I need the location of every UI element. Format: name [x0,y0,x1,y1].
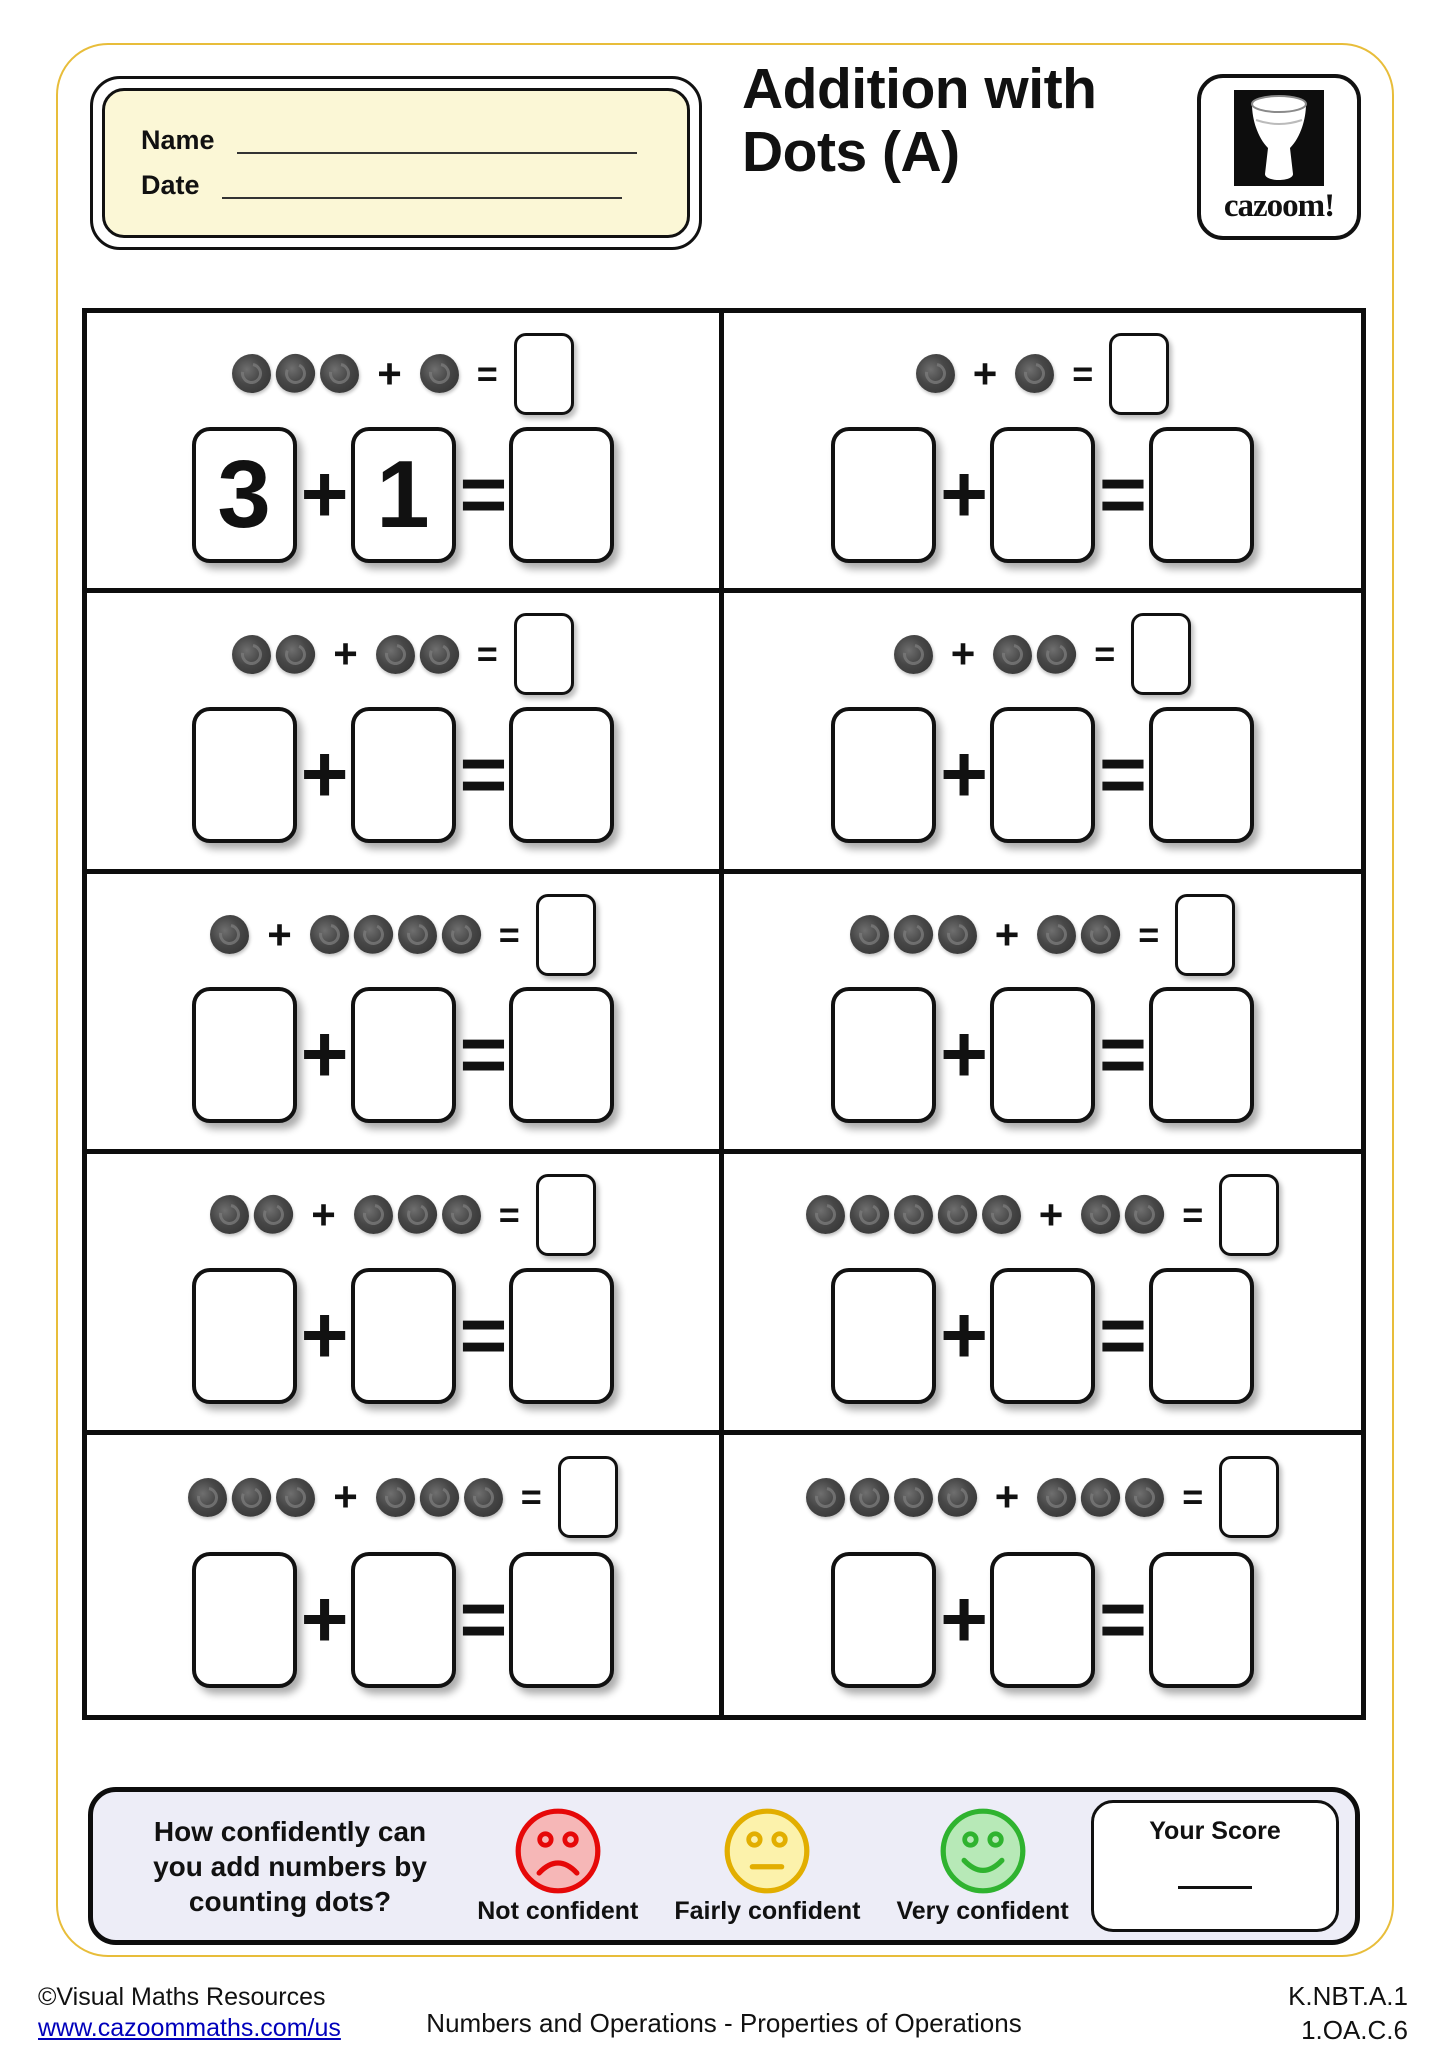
dot-icon [416,1473,463,1520]
dots-answer-box[interactable] [1131,613,1191,695]
dot-icon [846,1473,893,1520]
plus-sign-small: + [267,910,292,958]
name-date-box [90,76,702,250]
number-equation [192,1552,615,1688]
equals-sign-small: = [1182,1476,1202,1518]
sum-answer-box[interactable] [1149,987,1254,1123]
plus-sign-big: + [940,1289,986,1381]
confidence-option-label: Not confident [477,1896,639,1925]
neutral-face-icon [723,1807,811,1895]
addend-box-2[interactable] [351,987,456,1123]
dot-icon [1081,1195,1120,1234]
dots-equation [232,613,574,695]
number-equation [192,1268,615,1404]
confidence-question [125,1814,455,1919]
equals-sign-big: = [459,1289,506,1381]
sum-answer-box[interactable] [509,1268,614,1404]
addend-box-1[interactable] [831,427,936,563]
plus-sign-big: + [300,1289,347,1381]
addend-box-1[interactable] [192,1552,297,1688]
addend-box-1[interactable] [831,1552,936,1688]
happy-face-icon [939,1807,1027,1895]
addend-box-2[interactable] [990,987,1095,1123]
dot-icon [376,1478,415,1517]
dots-answer-box[interactable] [1109,333,1169,415]
dots-answer-box[interactable] [514,333,574,415]
dot-icon [310,915,349,954]
dot-group-a [806,1195,1021,1234]
addend-box-1[interactable] [192,707,297,843]
addend-box-2[interactable] [351,1552,456,1688]
dot-icon [188,1478,227,1517]
dot-group-a [188,1478,315,1517]
dots-answer-box[interactable] [514,613,574,695]
plus-sign-big: + [300,448,347,540]
dot-icon [993,635,1032,674]
name-date-box-inner [102,88,690,238]
dot-icon [982,1195,1021,1234]
dot-icon [376,635,415,674]
problem-cell [724,874,1361,1154]
date-input-line[interactable] [222,173,622,199]
plus-sign-small: + [972,349,998,397]
equals-sign-big: = [1099,728,1145,820]
dots-equation [894,613,1192,695]
footer-left [38,1982,341,2045]
plus-sign-big: + [300,1573,347,1665]
problem-cell [87,874,724,1154]
dot-icon [272,350,319,397]
sum-answer-box[interactable] [1149,707,1254,843]
sum-answer-box[interactable] [509,707,614,843]
number-equation [192,987,615,1123]
dots-equation [232,333,574,415]
name-row [141,127,651,154]
dot-group-b [993,635,1076,674]
equals-sign-small: = [498,913,518,955]
footer-topic: Numbers and Operations - Properties of Operations [426,2008,1022,2038]
number-equation [831,707,1254,843]
dot-icon [320,354,359,393]
addend-box-1[interactable]: 3 [192,427,297,563]
dot-icon [1077,911,1124,958]
number-equation [192,427,615,563]
dot-icon [272,631,319,678]
confidence-option-label: Fairly confident [674,1896,861,1925]
dot-icon [354,1195,393,1234]
dots-answer-box[interactable] [536,894,596,976]
dot-icon [916,354,955,393]
score-input-line[interactable] [1178,1886,1252,1889]
dot-icon [850,915,889,954]
dots-equation [850,894,1236,976]
plus-sign-big: + [940,1009,986,1101]
confidence-question-line2: you add numbers by [153,1850,427,1882]
confidence-question-line1: How confidently can [153,1815,427,1847]
sum-answer-box[interactable] [1149,1552,1254,1688]
name-input-line[interactable] [237,128,637,154]
equals-sign-big: = [459,448,506,540]
dot-icon [1033,631,1080,678]
equals-sign-small: = [1138,913,1158,955]
addend-box-2[interactable] [351,707,456,843]
addend-box-2[interactable] [990,427,1095,563]
plus-sign-big: + [940,1573,986,1665]
problems-grid [82,308,1366,1720]
confidence-option-label: Very confident [896,1896,1069,1925]
dot-group-b [354,1195,481,1234]
cazoom-logo [1197,74,1361,240]
dot-icon [934,1191,981,1238]
dots-answer-box[interactable] [536,1174,596,1256]
dot-group-b [420,354,459,393]
problem-cell [87,1154,724,1434]
dot-group-b [376,635,459,674]
standard-code-1: K.NBT.A.1 [1288,1981,1408,2011]
dot-icon [398,915,437,954]
dot-icon [210,1195,249,1234]
confidence-panel [88,1787,1360,1945]
logo-wordmark: cazoom! [1223,187,1335,224]
dot-group-b [1037,915,1120,954]
plus-sign-big: + [940,448,986,540]
dots-equation [188,1456,618,1538]
confidence-option-sad[interactable] [477,1807,638,1926]
number-equation [831,987,1254,1123]
dot-group-a [210,1195,293,1234]
standard-code-2: 1.OA.C.6 [1301,2014,1408,2045]
equals-sign-big: = [1099,1289,1145,1381]
dot-icon [232,354,271,393]
dots-answer-box[interactable] [1219,1174,1279,1256]
plus-sign-big: + [300,1009,347,1101]
equals-sign-small: = [520,1476,540,1518]
sum-answer-box[interactable] [1149,427,1254,563]
equals-sign-small: = [476,633,496,675]
equals-sign-small: = [1182,1193,1202,1235]
problem-cell [87,313,724,593]
website-link[interactable]: www.cazoommaths.com/us [38,2014,341,2043]
dot-icon [1037,1478,1076,1517]
page-title [742,58,1202,183]
addend-box-1[interactable] [831,987,936,1123]
dot-group-b [1037,1478,1164,1517]
dot-icon [420,354,459,393]
addend-box-1[interactable] [831,1268,936,1404]
dots-answer-box[interactable] [1219,1456,1279,1538]
dot-icon [1037,915,1076,954]
equals-sign-big: = [1099,1009,1145,1101]
sum-answer-box[interactable] [509,987,614,1123]
dot-group-a [232,354,359,393]
number-equation [831,1268,1254,1404]
equals-sign-big: = [459,1573,506,1665]
dot-icon [890,911,937,958]
addend-box-1[interactable] [192,1268,297,1404]
dot-icon [442,1195,481,1234]
plus-sign-big: + [300,728,347,820]
dot-icon [894,1478,933,1517]
addend-box-2[interactable] [990,1268,1095,1404]
sum-answer-box[interactable] [509,1552,614,1688]
dot-group-b [376,1478,503,1517]
confidence-question-line3: counting dots? [188,1885,392,1917]
dots-equation [210,894,596,976]
dot-icon [210,915,249,954]
date-row [141,172,651,199]
plus-sign-small: + [950,630,976,678]
confidence-options [473,1807,1073,1926]
problem-cell [724,1435,1361,1715]
confidence-option-neutral[interactable] [674,1807,860,1926]
problem-cell [87,1435,724,1715]
dot-icon [1015,354,1054,393]
equals-sign-small: = [1072,352,1092,394]
dot-icon [806,1195,845,1234]
drum-icon [1233,90,1325,186]
date-label: Date [141,170,200,200]
plus-sign-big: + [940,728,986,820]
confidence-option-happy[interactable] [896,1807,1068,1926]
number-equation [831,1552,1254,1688]
problem-cell [724,1154,1361,1434]
dot-group-b [1081,1195,1164,1234]
dot-icon [464,1478,503,1517]
copyright-text: ©Visual Maths Resources [38,1983,326,2011]
sad-face-icon [514,1807,602,1895]
equals-sign-small: = [498,1193,518,1235]
dot-icon [250,1191,297,1238]
sum-answer-box[interactable] [509,427,614,563]
addend-box-2[interactable]: 1 [351,427,456,563]
equals-sign-big: = [459,728,506,820]
dot-icon [938,915,977,954]
dot-group-a [210,915,249,954]
plus-sign-small: + [333,1473,358,1521]
score-box [1091,1800,1339,1932]
addend-box-2[interactable] [351,1268,456,1404]
dot-icon [894,1195,933,1234]
plus-sign-small: + [1038,1190,1064,1238]
dot-icon [438,911,485,958]
dot-icon [934,1473,981,1520]
number-equation [831,427,1254,563]
dot-group-a [894,635,933,674]
problem-cell [87,593,724,873]
addend-box-1[interactable] [192,987,297,1123]
dot-icon [276,1478,315,1517]
dot-icon [228,1473,275,1520]
dots-equation [806,1456,1280,1538]
addend-box-2[interactable] [990,1552,1095,1688]
dot-group-b [1015,354,1054,393]
dot-icon [806,1478,845,1517]
dot-icon [416,631,463,678]
equals-sign-big: = [1099,448,1145,540]
plus-sign-small: + [377,349,402,397]
equals-sign-big: = [1099,1573,1145,1665]
dot-icon [232,635,271,674]
dots-equation [210,1174,596,1256]
dots-equation [806,1174,1280,1256]
dots-answer-box[interactable] [558,1456,618,1538]
addend-box-1[interactable] [831,707,936,843]
dots-equation [916,333,1170,415]
dot-group-a [916,354,955,393]
dot-icon [1077,1473,1124,1520]
score-label: Your Score [1149,1817,1281,1845]
plus-sign-small: + [994,910,1020,958]
dot-group-b [310,915,481,954]
equals-sign-small: = [1094,633,1114,675]
footer-standards [1288,1980,1408,2048]
dot-icon [1121,1191,1168,1238]
page-title-line1: Addition with [742,57,1097,121]
sum-answer-box[interactable] [1149,1268,1254,1404]
problem-cell [724,313,1361,593]
plus-sign-small: + [311,1190,336,1238]
dot-icon [394,1191,441,1238]
plus-sign-small: + [994,1473,1020,1521]
dot-icon [1125,1478,1164,1517]
addend-box-2[interactable] [990,707,1095,843]
dot-icon [846,1191,893,1238]
number-equation [192,707,615,843]
plus-sign-small: + [333,630,358,678]
dots-answer-box[interactable] [1175,894,1235,976]
name-label: Name [141,125,215,155]
dot-group-a [850,915,977,954]
problem-cell [724,593,1361,873]
dot-icon [350,911,397,958]
dot-group-a [232,635,315,674]
dot-group-a [806,1478,977,1517]
dot-icon [894,635,933,674]
page-title-line2: Dots (A) [742,119,960,184]
equals-sign-big: = [459,1009,506,1101]
equals-sign-small: = [476,352,496,394]
